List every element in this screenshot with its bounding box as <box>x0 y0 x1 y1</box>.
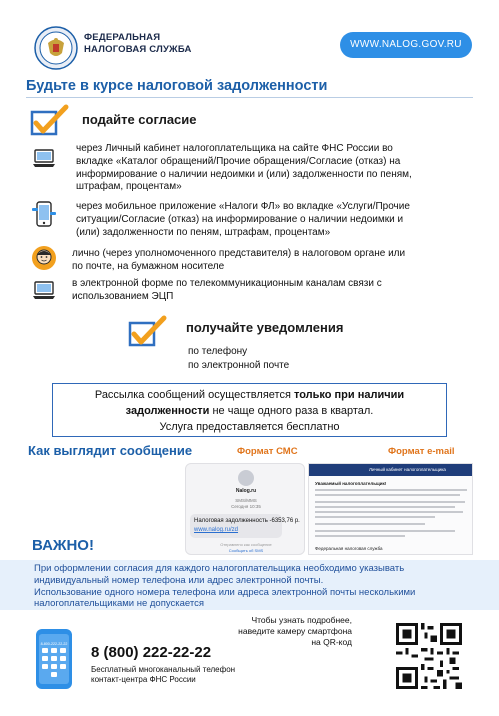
info-box: Рассылка сообщений осуществляется только при наличии задолженности не чаще одного раза в квартал. Услуга предоставляется бесплатно <box>52 383 447 437</box>
org-line-1: ФЕДЕРАЛЬНАЯ <box>84 32 161 43</box>
warning-text: При оформлении согласия для каждого налогоплательщика необходимо указывать индивидуальный номер телефона или адрес электронной почты. Использование одного номера телефона или адреса электронной почты несколькими налогоплательщиками не допускается <box>34 563 416 610</box>
notifications-title: получайте уведомления <box>186 320 344 335</box>
consent-title: подайте согласие <box>82 112 197 127</box>
sms-link[interactable]: www.nalog.ru/zd <box>194 527 239 533</box>
sms-format-label: Формат СМС <box>237 446 298 457</box>
hotline-number[interactable]: 8 (800) 222-22-22 <box>91 644 212 661</box>
email-format-label: Формат e-mail <box>388 446 455 457</box>
org-name <box>84 32 192 56</box>
phone-keypad-icon <box>35 628 73 690</box>
laptop-icon <box>32 147 56 169</box>
divider <box>26 97 473 98</box>
page-title: Будьте в курсе налоговой задолженности <box>26 78 328 94</box>
checkmark-icon <box>30 104 70 138</box>
fns-emblem-icon <box>34 26 78 70</box>
consent-item-2: через мобильное приложение «Налоги ФЛ» во вкладке «Услуги/Прочие ситуации/Согласие (отказ) на информирование о наличии недоимки и (или) задолженности по пеням, штрафам, процентам» <box>76 201 410 238</box>
qr-hint: Чтобы узнать подробнее, наведите камеру смартфона на QR-код <box>238 615 352 647</box>
sms-sender: Nalog.ru <box>235 488 257 494</box>
org-line-2: НАЛОГОВАЯ СЛУЖБА <box>84 44 192 55</box>
checkmark-icon <box>128 315 168 349</box>
consent-item-3: лично (через уполномоченного представителя) в налоговом органе или по почте, на бумажном носителе <box>72 248 406 272</box>
sms-message: Налоговая задолженность -6353,76 р. <box>194 518 300 524</box>
smartphone-icon <box>30 200 58 228</box>
avatar <box>238 470 254 486</box>
person-icon <box>31 245 57 271</box>
notify-by-phone: по телефону <box>188 346 248 357</box>
consent-item-1: через Личный кабинет налогоплательщика на сайте ФНС России во вкладке «Каталог обращений/Прочие обращения/Согласие (отказ) на информирование о наличии недоимки и (или) задолженности по пеням, штрафам, процентам» <box>76 143 412 193</box>
website-link[interactable]: WWW.NALOG.GOV.RU <box>340 32 472 58</box>
important-title: ВАЖНО! <box>32 537 94 554</box>
example-title: Как выглядит сообщение <box>28 443 193 458</box>
consent-item-4: в электронной форме по телекоммуникационным каналам связи с использованием ЭЦП <box>72 278 382 302</box>
laptop-icon <box>32 279 56 301</box>
notify-by-email: по электронной почте <box>188 360 290 371</box>
keypad-number: 8-800-222-22-22 <box>40 642 68 646</box>
email-screenshot: Личный кабинет налогоплательщика Уважаемый налогоплательщик! Федеральная налоговая служба <box>308 463 473 555</box>
hotline-description: Бесплатный многоканальный телефон контакт-центра ФНС России <box>91 665 236 684</box>
sms-screenshot: Nalog.ru SMS/MMS Сегодня 10:35 Налоговая задолженность -6353,76 р. www.nalog.ru/zd Отправлено как сообщение Сообщить об SMS <box>185 463 305 555</box>
qr-code[interactable] <box>396 623 462 689</box>
